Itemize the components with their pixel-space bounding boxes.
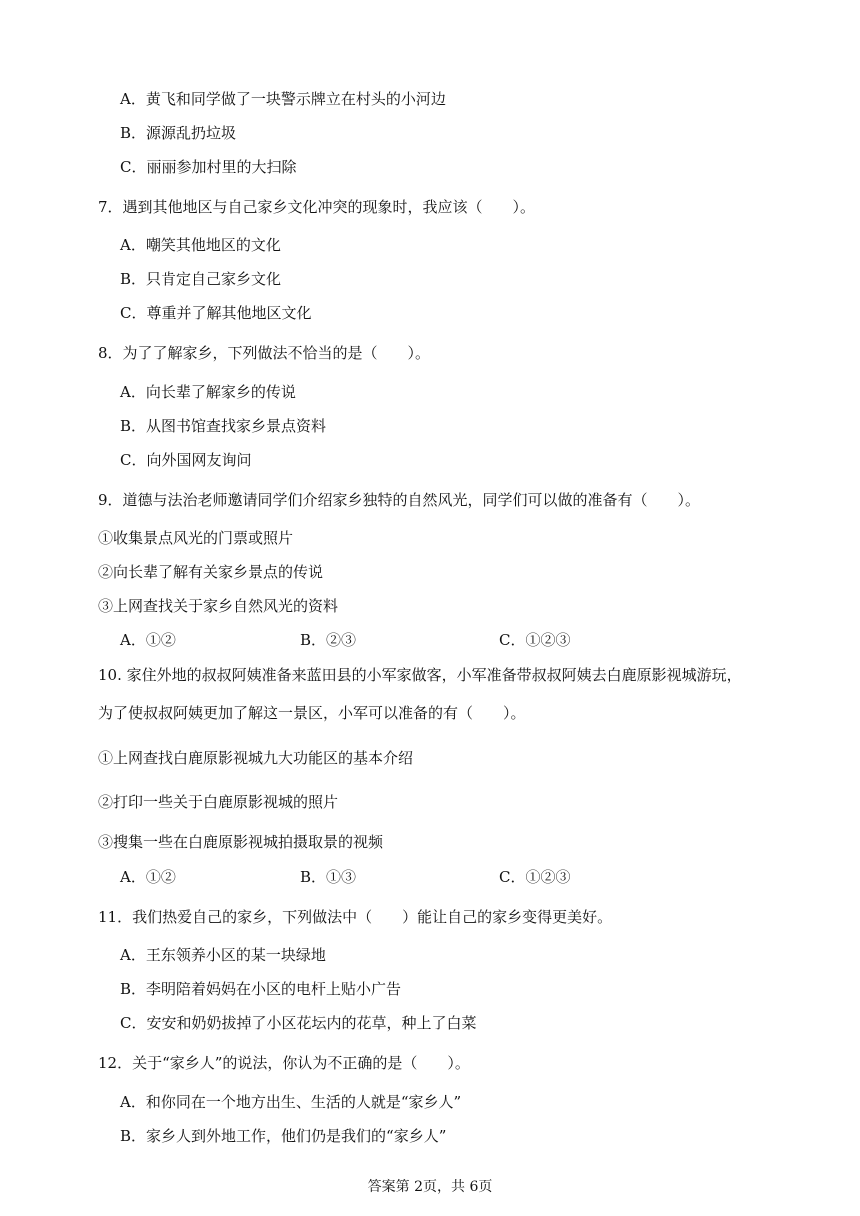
q12-option-b: B．家乡人到外地工作，他们仍是我们的“家乡人” [120, 1127, 447, 1145]
q10-option-c: C．①②③ [499, 868, 571, 886]
q10-option-b: B．①③ [300, 868, 357, 886]
q12-option-a: A．和你同在一个地方出生、生活的人就是“家乡人” [120, 1093, 462, 1111]
q11-option-a: A．王东领养小区的某一块绿地 [120, 946, 326, 964]
q7-stem: 7．遇到其他地区与自己家乡文化冲突的现象时，我应该（ ）。 [98, 198, 536, 216]
q10-item-3: ③搜集一些在白鹿原影视城拍摄取景的视频 [98, 833, 384, 851]
q10-item-2: ②打印一些关于白鹿原影视城的照片 [98, 793, 339, 811]
q6-option-b: B．源源乱扔垃圾 [120, 124, 237, 142]
q11-option-c: C．安安和奶奶拔掉了小区花坛内的花草，种上了白菜 [120, 1014, 477, 1032]
q9-item-2: ②向长辈了解有关家乡景点的传说 [98, 563, 324, 581]
q10-stem-line-2: 为了使叔叔阿姨更加了解这一景区，小军可以准备的有（ ）。 [98, 704, 526, 722]
q6-option-c: C．丽丽参加村里的大扫除 [120, 158, 297, 176]
q11-option-b: B．李明陪着妈妈在小区的电杆上贴小广告 [120, 980, 402, 998]
q9-item-3: ③上网查找关于家乡自然风光的资料 [98, 597, 339, 615]
q8-option-c: C．向外国网友询问 [120, 451, 252, 469]
q10-option-a: A．①② [120, 868, 176, 886]
q9-option-a: A．①② [120, 631, 176, 649]
q12-stem: 12．关于“家乡人”的说法，你认为不正确的是（ ）。 [98, 1054, 470, 1072]
q6-option-a: A．黄飞和同学做了一块警示牌立在村头的小河边 [120, 90, 446, 108]
q7-option-b: B．只肯定自己家乡文化 [120, 270, 282, 288]
q8-option-a: A．向长辈了解家乡的传说 [120, 383, 296, 401]
q9-stem: 9．道德与法治老师邀请同学们介绍家乡独特的自然风光，同学们可以做的准备有（ ）。 [98, 491, 701, 509]
q11-stem: 11．我们热爱自己的家乡，下列做法中（ ）能让自己的家乡变得更美好。 [98, 908, 613, 926]
q9-option-c: C．①②③ [499, 631, 571, 649]
q9-item-1: ①收集景点风光的门票或照片 [98, 529, 294, 547]
q10-item-1: ①上网查找白鹿原影视城九大功能区的基本介绍 [98, 749, 414, 767]
q10-stem-line-1: 10. 家住外地的叔叔阿姨准备来蓝田县的小军家做客，小军准备带叔叔阿姨去白鹿原影视城游玩， [98, 666, 742, 684]
page-footer: 答案第 2页，共 6页 [367, 1179, 493, 1195]
q7-option-c: C．尊重并了解其他地区文化 [120, 304, 312, 322]
q7-option-a: A．嘲笑其他地区的文化 [120, 236, 281, 254]
q9-option-b: B．②③ [300, 631, 357, 649]
q8-option-b: B．从图书馆查找家乡景点资料 [120, 417, 327, 435]
q8-stem: 8．为了了解家乡，下列做法不恰当的是（ ）。 [98, 344, 431, 362]
